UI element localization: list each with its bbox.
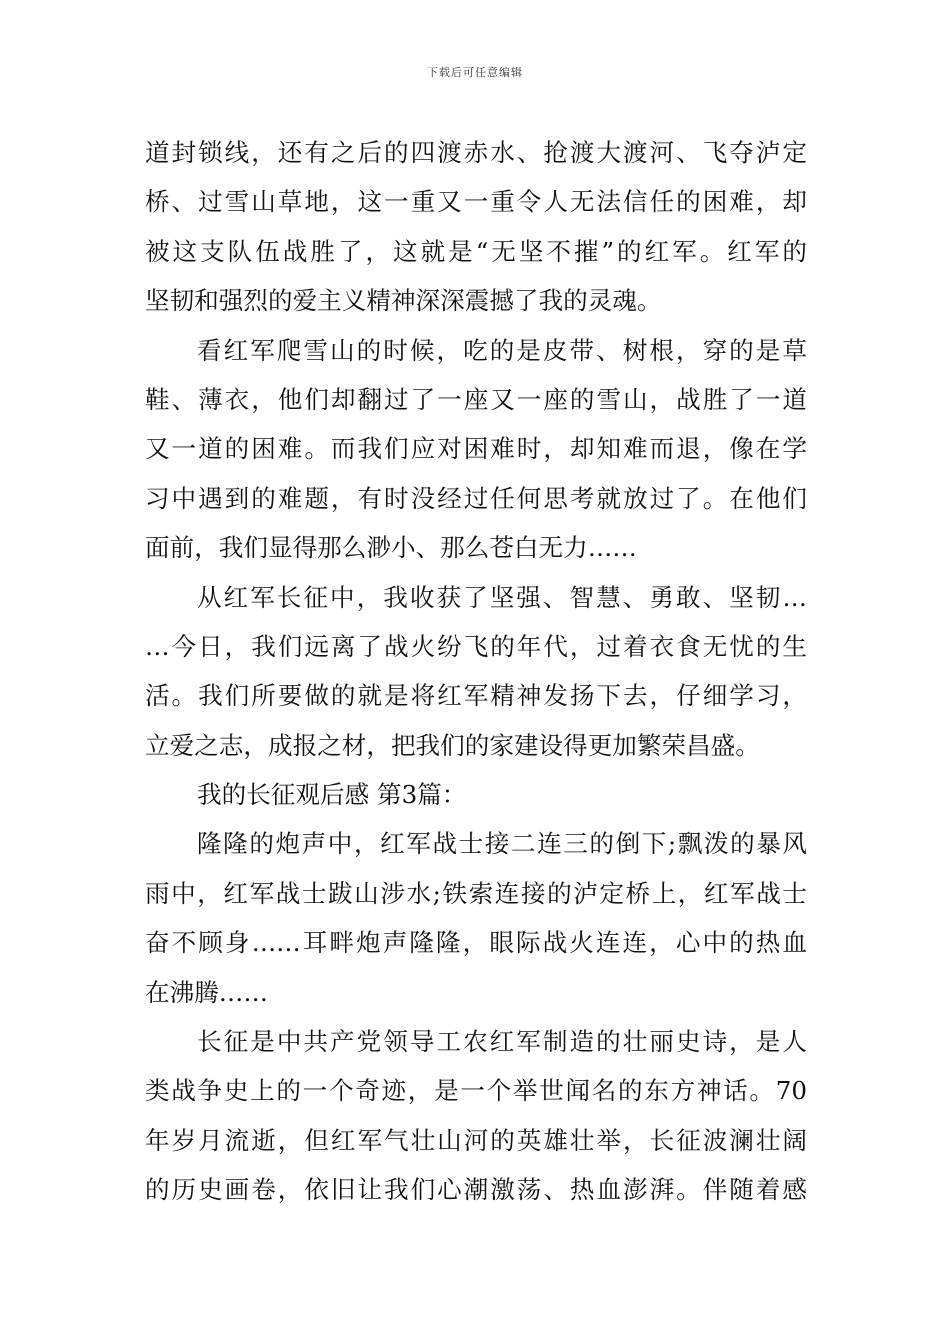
text-line: 从红军长征中，我收获了坚强、智慧、勇敢、坚韧… — [197, 582, 807, 612]
text-line: 类战争史上的一个奇迹，是一个举世闻名的东方神话。70 — [145, 1076, 807, 1106]
text-line: 雨中，红军战士跋山涉水;铁索连接的泸定桥上，红军战士 — [145, 878, 807, 908]
text-line: 我的长征观后感 第3篇： — [197, 780, 467, 810]
text-line: 活。我们所要做的就是将红军精神发扬下去，仔细学习， — [145, 681, 807, 711]
text-line: 鞋、薄衣，他们却翻过了一座又一座的雪山，战胜了一道 — [145, 384, 807, 414]
text-line: …今日，我们远离了战火纷飞的年代，过着衣食无忧的生 — [145, 631, 807, 661]
text-line: 长征是中共产党领导工农红军制造的壮丽史诗，是人 — [197, 1027, 807, 1057]
text-line: 面前，我们显得那么渺小、那么苍白无力…… — [145, 533, 637, 563]
text-line: 年岁月流逝，但红军气壮山河的英雄壮举，长征波澜壮阔 — [145, 1125, 807, 1155]
text-line: 又一道的困难。而我们应对困难时，却知难而退，像在学 — [145, 434, 807, 464]
text-line: 道封锁线，还有之后的四渡赤水、抢渡大渡河、飞夺泸定 — [145, 138, 807, 167]
text-line: 隆隆的炮声中，红军战士接二连三的倒下;飘泼的暴风 — [197, 829, 807, 859]
text-line: 习中遇到的难题，有时没经过任何思考就放过了。在他们 — [145, 483, 807, 513]
text-line: 奋不顾身……耳畔炮声隆隆，眼际战火连连，心中的热血 — [145, 928, 807, 958]
text-line: 桥、过雪山草地，这一重又一重令人无法信任的困难，却 — [145, 187, 807, 217]
text-line: 在沸腾…… — [145, 977, 268, 1007]
page-header-note: 下载后可任意编辑 — [427, 66, 523, 79]
text-line: 立爱之志，成报之材，把我们的家建设得更加繁荣昌盛。 — [145, 730, 760, 760]
text-line: 的历史画卷，依旧让我们心潮激荡、热血澎湃。伴随着感 — [145, 1175, 807, 1205]
text-line: 被这支队伍战胜了，这就是“无坚不摧”的红军。红军的 — [145, 236, 807, 266]
text-line: 坚韧和强烈的爱主义精神深深震撼了我的灵魂。 — [145, 286, 662, 316]
document-body — [145, 128, 807, 1215]
text-line: 看红军爬雪山的时候，吃的是皮带、树根，穿的是草 — [197, 335, 807, 365]
